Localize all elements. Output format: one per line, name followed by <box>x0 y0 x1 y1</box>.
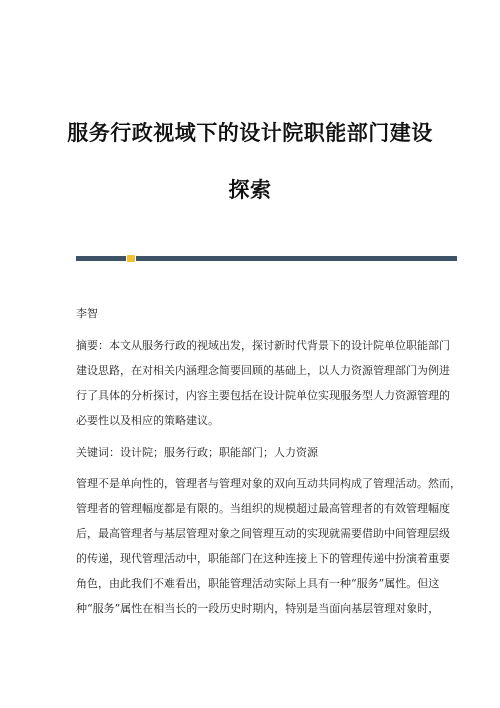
abstract-line: 摘要：本文从服务行政的视域出发，探讨新时代背景下的设计院单位职能部门 <box>76 339 450 352</box>
abstract-line: 必要性以及相应的策略建议。 <box>76 414 219 427</box>
body-line: 种“服务”属性在相当长的一段历史时期内，特别是当面向基层管理对象时， <box>76 602 440 615</box>
body-line: 角色，由此我们不难看出，职能管理活动实际上具有一种“服务”属性。但这 <box>76 577 440 590</box>
divider-mark-icon <box>127 255 135 262</box>
author: 李智 <box>76 307 98 320</box>
divider-bar-right <box>136 256 457 261</box>
abstract-line: 行了具体的分析探讨，内容主要包括在设计院单位实现服务型人力资源管理的 <box>76 389 450 402</box>
document-title-line-2: 探索 <box>228 177 272 202</box>
keywords: 关键词：设计院；服务行政；职能部门；人力资源 <box>76 446 318 459</box>
abstract-line: 建设思路，在对相关内涵理念简要回顾的基础上，以人力资源管理部门为例进 <box>76 364 450 377</box>
body-line: 管理不是单向性的，管理者与管理对象的双向互动共同构成了管理活动。然而， <box>76 477 461 490</box>
body-line: 的传递，现代管理活动中，职能部门在这种连接上下的管理传递中扮演着重要 <box>76 552 450 565</box>
body-line: 后，最高管理者与基层管理对象之间管理互动的实现就需要借助中间管理层级 <box>76 527 450 540</box>
divider-bar-left <box>76 256 126 261</box>
document-title-line-1: 服务行政视域下的设计院职能部门建设 <box>67 120 433 145</box>
body-line: 管理者的管理幅度都是有限的。当组织的规模超过最高管理者的有效管理幅度 <box>76 502 450 515</box>
title-divider <box>76 256 457 261</box>
